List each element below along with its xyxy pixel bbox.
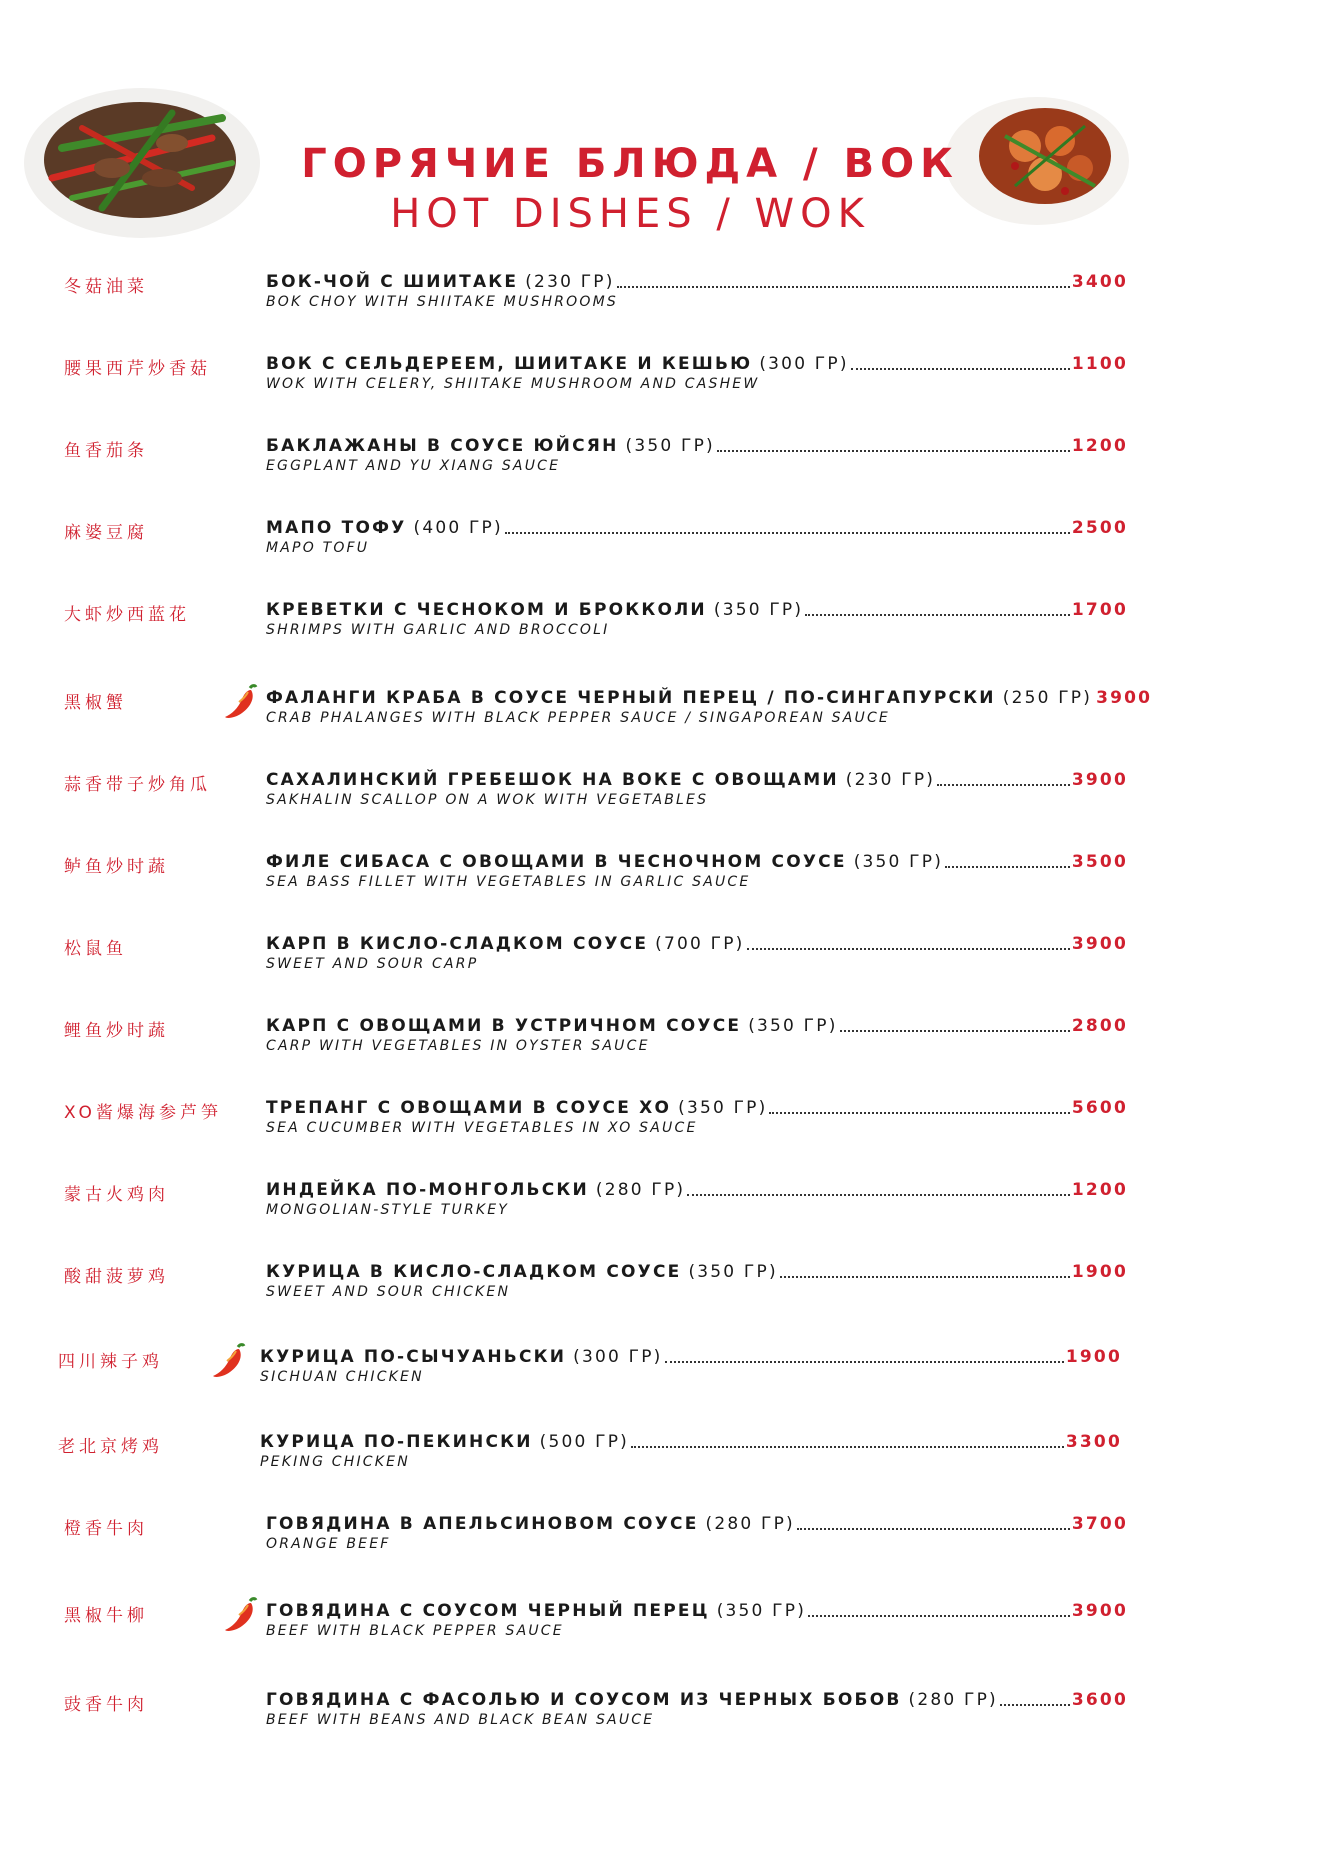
item-weight: (250 ГР) — [1002, 688, 1093, 708]
dot-leader — [769, 1110, 1069, 1114]
dot-leader — [665, 1359, 1064, 1363]
item-price: 1900 — [1065, 1347, 1122, 1367]
item-name-en: BEEF WITH BEANS AND BLACK BEAN SAUCE — [266, 1712, 655, 1728]
item-weight: (300 ГР) — [573, 1347, 663, 1367]
item-name-en: EGGPLANT AND YU XIANG SAUCE — [266, 458, 561, 474]
item-name-ru: КАРП В КИСЛО-СЛАДКОМ СОУСЕ — [266, 934, 649, 954]
item-price: 3500 — [1071, 852, 1128, 872]
chinese-name: 蒙古火鸡肉 — [64, 1185, 169, 1205]
item-name-ru: КУРИЦА В КИСЛО-СЛАДКОМ СОУСЕ — [266, 1262, 682, 1282]
item-price: 3700 — [1071, 1514, 1128, 1534]
item-price: 5600 — [1071, 1098, 1128, 1118]
item-line — [266, 1262, 1128, 1282]
chinese-name: 鲤鱼炒时蔬 — [64, 1021, 169, 1041]
item-weight: (700 ГР) — [655, 934, 745, 954]
menu-item — [0, 1432, 1332, 1492]
chinese-name: 冬菇油菜 — [64, 277, 148, 297]
item-price: 1700 — [1071, 600, 1128, 620]
chinese-name: 酸甜菠萝鸡 — [64, 1267, 169, 1287]
item-weight: (350 ГР) — [678, 1098, 768, 1118]
chinese-name: 腰果西芹炒香菇 — [64, 359, 211, 379]
item-price: 3900 — [1071, 1601, 1128, 1621]
item-name-ru: БАКЛАЖАНЫ В СОУСЕ ЮЙСЯН — [266, 436, 619, 456]
chinese-name: XO酱爆海参芦笋 — [64, 1103, 222, 1123]
item-name-ru: КАРП С ОВОЩАМИ В УСТРИЧНОМ СОУСЕ — [266, 1016, 742, 1036]
item-name-en: PEKING CHICKEN — [260, 1454, 410, 1470]
item-price: 1200 — [1071, 436, 1128, 456]
menu-item — [0, 272, 1332, 332]
chili-pepper-icon — [222, 1595, 258, 1635]
dish-photo-left — [22, 78, 262, 238]
item-name-en: CARP WITH VEGETABLES IN OYSTER SAUCE — [266, 1038, 650, 1054]
chinese-name: 老北京烤鸡 — [58, 1437, 163, 1457]
chinese-name: 松鼠鱼 — [64, 939, 127, 959]
item-weight: (350 ГР) — [716, 1601, 807, 1621]
item-name-ru: БОК-ЧОЙ С ШИИТАКЕ — [266, 272, 519, 292]
menu-item — [0, 688, 1332, 748]
item-line — [266, 770, 1128, 790]
item-line — [266, 1016, 1128, 1036]
item-name-en: SWEET AND SOUR CHICKEN — [266, 1284, 511, 1300]
menu-item — [0, 1690, 1332, 1750]
menu-item — [0, 1180, 1332, 1240]
item-price: 1100 — [1071, 354, 1128, 374]
item-name-ru: ВОК С СЕЛЬДЕРЕЕМ, ШИИТАКЕ И КЕШЬЮ — [266, 354, 753, 374]
dot-leader — [805, 612, 1070, 616]
dot-leader — [945, 864, 1070, 868]
item-name-en: SEA CUCUMBER WITH VEGETABLES IN XO SAUCE — [266, 1120, 698, 1136]
item-name-ru: ИНДЕЙКА ПО-МОНГОЛЬСКИ — [266, 1180, 589, 1200]
item-price: 2500 — [1071, 518, 1128, 538]
menu-title — [300, 140, 960, 238]
chinese-name: 麻婆豆腐 — [64, 523, 148, 543]
item-price: 3900 — [1096, 688, 1153, 708]
item-weight: (230 ГР) — [525, 272, 615, 292]
item-weight: (230 ГР) — [845, 770, 936, 790]
item-name-ru: ТРЕПАНГ С ОВОЩАМИ В СОУСЕ ХО — [266, 1098, 672, 1118]
dot-leader — [505, 530, 1070, 534]
item-name-ru: САХАЛИНСКИЙ ГРЕБЕШОК НА ВОКЕ С ОВОЩАМИ — [266, 770, 839, 790]
item-name-en: BEEF WITH BLACK PEPPER SAUCE — [266, 1623, 564, 1639]
item-weight: (500 ГР) — [539, 1432, 630, 1452]
title-russian: ГОРЯЧИЕ БЛЮДА / ВОК — [301, 141, 959, 187]
item-weight: (280 ГР) — [705, 1514, 795, 1534]
item-line — [266, 688, 1153, 708]
menu-item — [0, 518, 1332, 578]
item-name-ru: КУРИЦА ПО-СЫЧУАНЬСКИ — [260, 1347, 567, 1367]
item-line — [260, 1432, 1122, 1452]
menu-item — [0, 1601, 1332, 1661]
dot-leader — [808, 1613, 1070, 1617]
chinese-name: 豉香牛肉 — [64, 1695, 148, 1715]
item-name-en: SAKHALIN SCALLOP ON A WOK WITH VEGETABLES — [266, 792, 709, 808]
chili-pepper-icon — [210, 1341, 246, 1381]
chinese-name: 黑椒牛柳 — [64, 1606, 148, 1626]
item-price: 2800 — [1071, 1016, 1128, 1036]
item-line — [266, 1690, 1128, 1710]
item-name-en: WOK WITH CELERY, SHIITAKE MUSHROOM AND CASHEW — [266, 376, 760, 392]
menu-item — [0, 436, 1332, 496]
item-name-ru: ФАЛАНГИ КРАБА В СОУСЕ ЧЕРНЫЙ ПЕРЕЦ / ПО-СИНГАПУРСКИ — [266, 688, 996, 708]
shrimp-dish-image — [945, 96, 1130, 226]
item-line — [266, 852, 1128, 872]
item-name-en: SWEET AND SOUR CARP — [266, 956, 479, 972]
item-name-en: SEA BASS FILLET WITH VEGETABLES IN GARLIC SAUCE — [266, 874, 751, 890]
dot-leader — [851, 366, 1070, 370]
menu-item — [0, 770, 1332, 830]
item-weight: (350 ГР) — [713, 600, 804, 620]
item-name-ru: ГОВЯДИНА С ФАСОЛЬЮ И СОУСОМ ИЗ ЧЕРНЫХ БОБОВ — [266, 1690, 902, 1710]
dot-leader — [631, 1444, 1064, 1448]
menu-item — [0, 1098, 1332, 1158]
item-name-en: SICHUAN CHICKEN — [260, 1369, 424, 1385]
dot-leader — [717, 448, 1070, 452]
item-line — [266, 1601, 1128, 1621]
beef-with-peppers-image — [22, 78, 262, 238]
chinese-name: 鲈鱼炒时蔬 — [64, 857, 169, 877]
item-name-en: BOK CHOY WITH SHIITAKE MUSHROOMS — [266, 294, 618, 310]
dot-leader — [937, 782, 1070, 786]
dot-leader — [617, 284, 1070, 288]
item-name-en: SHRIMPS WITH GARLIC AND BROCCOLI — [266, 622, 610, 638]
item-price: 1200 — [1071, 1180, 1128, 1200]
item-name-ru: КУРИЦА ПО-ПЕКИНСКИ — [260, 1432, 533, 1452]
chinese-name: 四川辣子鸡 — [58, 1352, 163, 1372]
menu-item — [0, 852, 1332, 912]
item-weight: (280 ГР) — [595, 1180, 686, 1200]
dot-leader — [797, 1526, 1070, 1530]
dish-photo-right — [945, 96, 1130, 226]
dot-leader — [747, 946, 1070, 950]
item-line — [266, 1514, 1128, 1534]
item-price: 3900 — [1071, 770, 1128, 790]
item-weight: (350 ГР) — [688, 1262, 778, 1282]
dot-leader — [840, 1028, 1070, 1032]
item-name-en: MONGOLIAN-STYLE TURKEY — [266, 1202, 510, 1218]
item-line — [266, 518, 1128, 538]
item-line — [266, 1098, 1128, 1118]
menu-item — [0, 600, 1332, 660]
item-line — [260, 1347, 1122, 1367]
item-name-ru: ГОВЯДИНА В АПЕЛЬСИНОВОМ СОУСЕ — [266, 1514, 699, 1534]
chinese-name: 橙香牛肉 — [64, 1519, 148, 1539]
dot-leader — [780, 1274, 1070, 1278]
item-weight: (350 ГР) — [625, 436, 715, 456]
item-line — [266, 354, 1128, 374]
dot-leader — [687, 1192, 1070, 1196]
item-name-en: CRAB PHALANGES WITH BLACK PEPPER SAUCE / SINGAPOREAN SAUCE — [266, 710, 890, 726]
item-name-ru: ФИЛЕ СИБАСА С ОВОЩАМИ В ЧЕСНОЧНОМ СОУСЕ — [266, 852, 847, 872]
item-name-ru: ГОВЯДИНА С СОУСОМ ЧЕРНЫЙ ПЕРЕЦ — [266, 1601, 710, 1621]
item-price: 1900 — [1071, 1262, 1128, 1282]
chinese-name: 大虾炒西蓝花 — [64, 605, 190, 625]
menu-item — [0, 354, 1332, 414]
item-name-en: ORANGE BEEF — [266, 1536, 391, 1552]
dot-leader — [1000, 1702, 1070, 1706]
item-price: 3400 — [1071, 272, 1128, 292]
menu-item — [0, 1347, 1332, 1407]
item-weight: (300 ГР) — [759, 354, 849, 374]
item-weight: (400 ГР) — [413, 518, 503, 538]
menu-item — [0, 934, 1332, 994]
item-price: 3900 — [1071, 934, 1128, 954]
item-line — [266, 934, 1128, 954]
item-line — [266, 600, 1128, 620]
title-english: HOT DISHES / WOK — [390, 191, 870, 237]
chili-pepper-icon — [222, 682, 258, 722]
chinese-name: 鱼香茄条 — [64, 441, 148, 461]
item-price: 3300 — [1065, 1432, 1122, 1452]
item-line — [266, 1180, 1128, 1200]
menu-item — [0, 1514, 1332, 1574]
item-name-en: MAPO TOFU — [266, 540, 370, 556]
item-weight: (350 ГР) — [748, 1016, 838, 1036]
item-name-ru: КРЕВЕТКИ С ЧЕСНОКОМ И БРОККОЛИ — [266, 600, 707, 620]
item-line — [266, 272, 1128, 292]
item-weight: (280 ГР) — [908, 1690, 998, 1710]
chinese-name: 蒜香带子炒角瓜 — [64, 775, 211, 795]
item-price: 3600 — [1071, 1690, 1128, 1710]
item-line — [266, 436, 1128, 456]
item-name-ru: МАПО ТОФУ — [266, 518, 407, 538]
menu-item — [0, 1016, 1332, 1076]
menu-item — [0, 1262, 1332, 1322]
item-weight: (350 ГР) — [853, 852, 944, 872]
chinese-name: 黑椒蟹 — [64, 693, 127, 713]
